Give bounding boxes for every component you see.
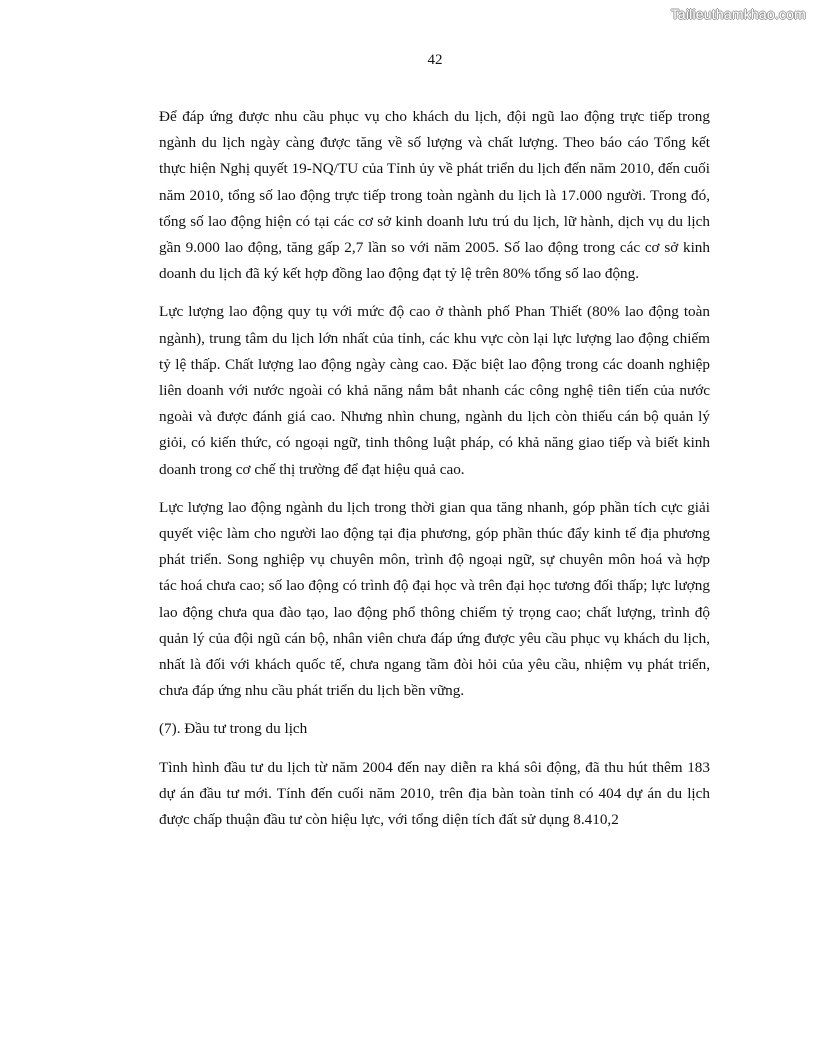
paragraph-labor-concentration: Lực lượng lao động quy tụ với mức độ cao ở thành phố Phan Thiết (80% lao động toàn ngành), trung tâm du lịch lớn nhất của tỉnh, các khu vực còn lại lực lượng lao động chiếm tỷ lệ thấp. Chất lượng lao động ngày càng cao. Đặc biệt lao động trong các doanh nghiệp liên doanh với nước ngoài có khả năng nắm bắt nhanh các công nghệ tiên tiến của nước ngoài và được đánh giá cao. Nhưng nhìn chung, ngành du lịch còn thiếu cán bộ quản lý giỏi, có kiến thức, có ngoại ngữ, tinh thông luật pháp, có khả năng giao tiếp và biết kinh doanh trong cơ chế thị trường để đạt hiệu quả cao.	[159, 303, 710, 478]
document-body	[159, 104, 710, 845]
paragraph-labor-workforce: Để đáp ứng được nhu cầu phục vụ cho khách du lịch, đội ngũ lao động trực tiếp trong ngành du lịch ngày càng được tăng về số lượng và chất lượng. Theo báo cáo Tổng kết thực hiện Nghị quyết 19-NQ/TU của Tỉnh ủy về phát triển du lịch đến năm 2010, đến cuối năm 2010, tổng số lao động trực tiếp trong toàn ngành du lịch là 17.000 người. Trong đó, tổng số lao động hiện có tại các cơ sở kinh doanh lưu trú du lịch, lữ hành, dịch vụ du lịch gần 9.000 lao động, tăng gấp 2,7 lần so với năm 2005. Số lao động trong các cơ sở kinh doanh du lịch đã ký kết hợp đồng lao động đạt tỷ lệ trên 80% tổng số lao động.	[159, 108, 710, 283]
section-heading-investment: (7). Đầu tư trong du lịch	[159, 720, 308, 738]
watermark: Tailieuthamkhao.com	[670, 6, 806, 22]
paragraph-labor-quality: Lực lượng lao động ngành du lịch trong thời gian qua tăng nhanh, góp phần tích cực giải quyết việc làm cho người lao động tại địa phương, góp phần thúc đẩy kinh tế địa phương phát triển. Song nghiệp vụ chuyên môn, trình độ ngoại ngữ, sự chuyên môn hoá và hợp tác hoá chưa cao; số lao động có trình độ đại học và trên đại học tương đối thấp; lực lượng lao động chưa qua đào tạo, lao động phổ thông chiếm tỷ trọng cao; chất lượng, trình độ quản lý của đội ngũ cán bộ, nhân viên chưa đáp ứng được yêu cầu phục vụ khách du lịch, nhất là đối với khách quốc tế, chưa ngang tầm đòi hỏi của yêu cầu, nhiệm vụ phát triển, chưa đáp ứng nhu cầu phát triển du lịch bền vững.	[159, 498, 710, 700]
paragraph-investment: Tình hình đầu tư du lịch từ năm 2004 đến nay diễn ra khá sôi động, đã thu hút thêm 183 dự án đầu tư mới. Tính đến cuối năm 2010, trên địa bàn toàn tỉnh có 404 dự án du lịch được chấp thuận đầu tư còn hiệu lực, với tổng diện tích đất sử dụng 8.410,2	[159, 758, 710, 829]
page-number: 42	[427, 52, 443, 68]
